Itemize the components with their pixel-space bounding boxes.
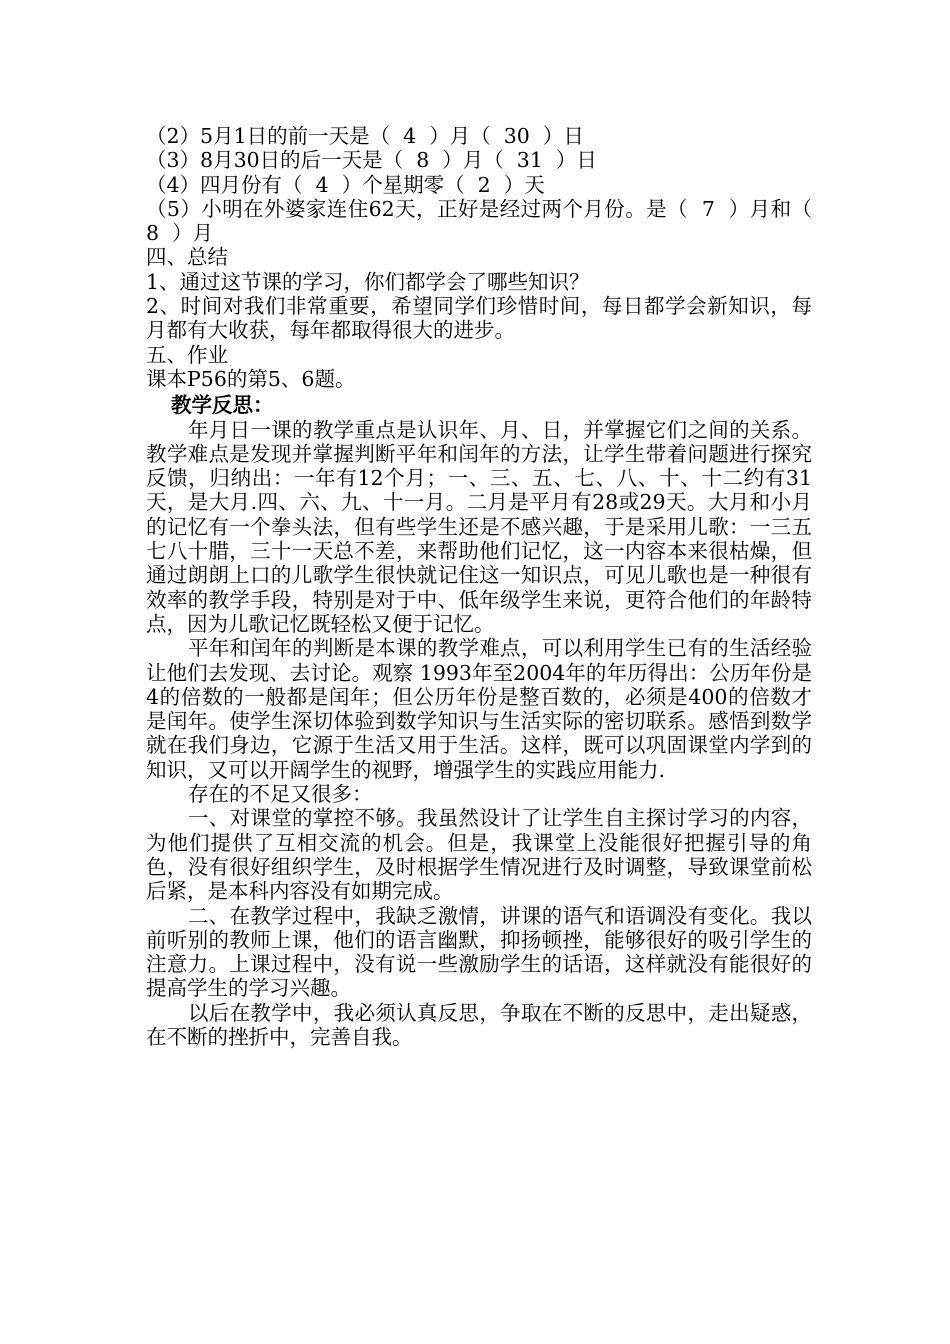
section-homework-title: 五、作业 bbox=[146, 342, 228, 367]
reflection-paragraph-6: 以后在教学中，我必须认真反思，争取在不断的反思中，走出疑惑，在不断的挫折中，完善自我。 bbox=[146, 1000, 812, 1049]
summary-item-2: 2、时间对我们非常重要，希望同学们珍惜时间，每日都学会新知识，每月都有大收获，每年都取得很大的进步。 bbox=[146, 294, 812, 343]
section-summary-title: 四、总结 bbox=[146, 245, 228, 270]
reflection-paragraph-4: 一、对课堂的掌控不够。我虽然设计了让学生自主探讨学习的内容，为他们提供了互相交流的机会。但是，我课堂上没能很好把握引导的角色，没有很好组织学生，及时根据学生情况进行及时调整，导致课堂前松后紧，是本科内容没有如期完成。 bbox=[146, 806, 812, 904]
reflection-paragraph-3: 存在的不足又很多： bbox=[188, 782, 373, 807]
answer-item-5: （5）小明在外婆家连住62天，正好是经过两个月份。是（ 7 ）月和（ 8 ）月 bbox=[146, 196, 826, 246]
answer-item-4: （4）四月份有（ 4 ）个星期零（ 2 ）天 bbox=[146, 172, 545, 197]
reflection-title: 教学反思： bbox=[171, 393, 274, 418]
answer-item-2: （2）5月1日的前一天是（ 4 ）月（ 30 ）日 bbox=[146, 124, 584, 148]
homework-text: 课本P56的第5、6题。 bbox=[146, 366, 356, 391]
reflection-paragraph-2: 平年和闰年的判断是本课的教学难点，可以利用学生已有的生活经验让他们去发现、去讨论。观察 1993年至2004年的年历得出：公历年份是4的倍数的一般都是闰年；但公历年份是整百数的，必须是400的倍数才是闰年。使学生深切体验到数学知识与生活实际的密切联系。感悟到数学就在我们身边，它源于生活又用于生活。这样，既可以巩固课堂内学到的知识，又可以开阔学生的视野，增强学生的实践应用能力. bbox=[146, 636, 812, 782]
summary-item-1: 1、通过这节课的学习，你们都学会了哪些知识？ bbox=[146, 269, 590, 294]
reflection-paragraph-5: 二、在教学过程中，我缺乏激情，讲课的语气和语调没有变化。我以前听别的教师上课，他们的语言幽默，抑扬顿挫，能够很好的吸引学生的注意力。上课过程中，没有说一些激励学生的话语，这样就没有能很好的提高学生的学习兴趣。 bbox=[146, 903, 812, 1001]
answer-item-3: （3）8月30日的后一天是（ 8 ）月（ 31 ）日 bbox=[146, 148, 597, 173]
document-page bbox=[146, 124, 826, 1049]
reflection-paragraph-1: 年月日一课的教学重点是认识年、月、日，并掌握它们之间的关系。教学难点是发现并掌握判断平年和闰年的方法，让学生带着问题进行探究反馈，归纳出：一年有12个月；一、三、五、七、八、十、十二约有31天，是大月.四、六、九、十一月。二月是平月有28或29天。大月和小月的记忆有一个拳头法，但有些学生还是不感兴趣，于是采用儿歌：一三五七八十腊，三十一天总不差，来帮助他们记忆，这一内容本来很枯燥，但通过朗朗上口的儿歌学生很快就记住这一知识点，可见儿歌也是一种很有效率的教学手段，特别是对于中、低年级学生来说，更符合他们的年龄特点，因为儿歌记忆既轻松又便于记忆。 bbox=[146, 417, 812, 636]
